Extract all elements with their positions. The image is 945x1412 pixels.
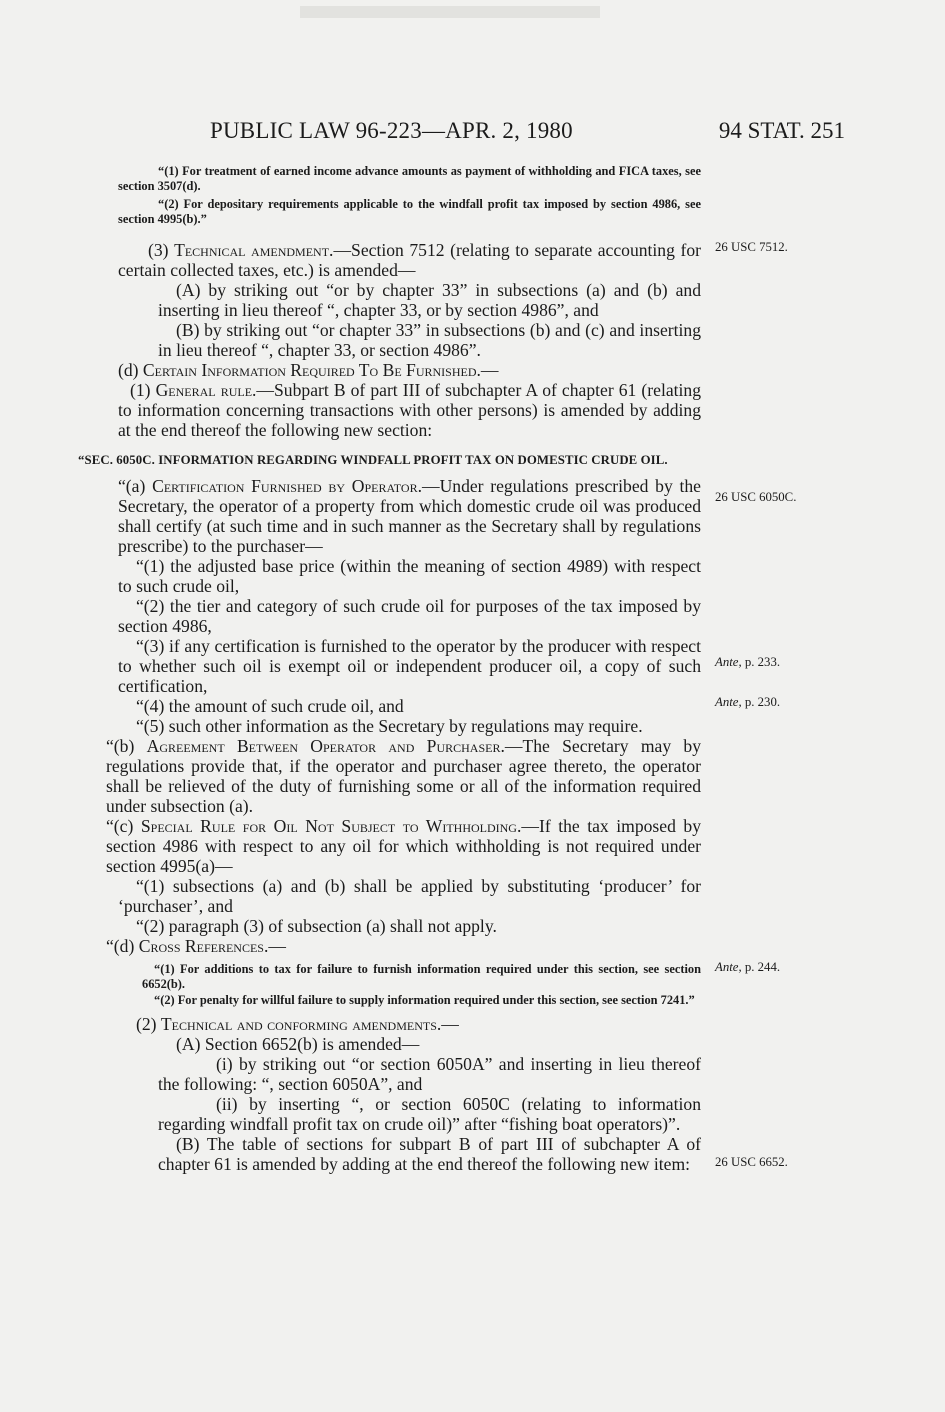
cert-item-3: “(3) if any certification is furnished to the operator by the producer with respect to whether such oil is exempt oil or independent producer oil, a copy of such certification, <box>118 636 701 696</box>
subsection-d-cross: “(d) Cross References.— <box>106 936 286 956</box>
cross-ref-1: “(1) For additions to tax for failure to furnish information required under this section, see section 6652(b). <box>142 962 701 991</box>
conforming-heading: (2) Technical and conforming amendments.— <box>136 1013 459 1034</box>
conforming-a: (A) Section 6652(b) is amended— <box>176 1033 420 1054</box>
cert-item-1: “(1) the adjusted base price (within the meaning of section 4989) with respect to such crude oil, <box>118 556 701 596</box>
special-item-1: “(1) subsections (a) and (b) shall be applied by substituting ‘producer’ for ‘purchaser’, and <box>118 876 701 916</box>
cross-ref-2: “(2) For penalty for willful failure to supply information required under this section, see section 7241.” <box>154 993 695 1007</box>
d-num: (d) <box>118 360 139 380</box>
agreement-head: Agreement Between Operator and Purchaser <box>146 736 501 756</box>
cert-item-2: “(2) the tier and category of such crude oil for purposes of the tax imposed by section 4986, <box>118 596 701 636</box>
margin-note-ante-233: Ante, p. 233. <box>715 655 781 669</box>
subsection-a: “(a) Certification Furnished by Operator.—Under regulations prescribed by the Secretary, the operator of a property from which domestic crude oil was produced shall certify (at such time and in such manner as the Secretary shall by regulations prescribe) to the purchaser— <box>118 476 701 556</box>
conforming-a-i: (i) by striking out “or section 6050A” and inserting in lieu thereof the following: “, section 6050A”, and <box>158 1053 701 1094</box>
tech-head: Technical amendment <box>174 240 330 260</box>
cert-head: Certification Furnished by Operator <box>152 476 418 496</box>
conforming-a-ii: (ii) by inserting “, or section 6050C (relating to information regarding windfall profit tax on crude oil)” after “fishing boat operators)”. <box>158 1093 701 1134</box>
general-rule: (1) General rule.—Subpart B of part III of subchapter A of chapter 61 (relating to information concerning transactions with other persons) is amended by adding at the end thereof the following new section: <box>118 380 702 440</box>
gr-head: General rule <box>155 380 253 400</box>
technical-amendment <box>118 240 701 280</box>
tech-item-b: (B) by striking out “or chapter 33” in subsections (b) and (c) and inserting in lieu thereof “, chapter 33, or section 4986”. <box>158 320 701 360</box>
cert-item-4: “(4) the amount of such crude oil, and <box>136 696 404 716</box>
subsection-b: “(b) Agreement Between Operator and Purchaser.—The Secretary may by regulations provide that, if the operator and purchaser agree thereto, the operator shall be relieved of the duty of furnishing some or all of the information required under subsection (a). <box>106 736 701 816</box>
d-title: Certain Information Required To Be Furnished <box>142 360 477 380</box>
cross-head: Cross References <box>138 936 264 956</box>
subsection-d-heading: (d) Certain Information Required To Be Furnished.— <box>118 360 499 380</box>
conforming-b: (B) The table of sections for subpart B of part III of subchapter A of chapter 61 is amended by adding at the end thereof the following new item: <box>158 1133 701 1174</box>
gr-num: (1) <box>130 380 151 400</box>
cert-item-5: “(5) such other information as the Secretary by regulations may require. <box>136 716 643 736</box>
special-head: Special Rule for Oil Not Subject to Withholding <box>140 816 517 836</box>
top-ref-1: “(1) For treatment of earned income advance amounts as payment of withholding and FICA taxes, see section 3507(d). <box>118 164 701 193</box>
conforming-head: Technical and conforming amendments <box>160 1013 437 1034</box>
tech-item-a: (A) by striking out “or by chapter 33” in subsections (a) and (b) and inserting in lieu thereof “, chapter 33, or by section 4986”, and <box>158 280 701 320</box>
margin-note-ante-230: Ante, p. 230. <box>715 695 781 709</box>
margin-note-7512: 26 USC 7512. <box>715 240 788 254</box>
document-body <box>78 164 702 1174</box>
special-item-2: “(2) paragraph (3) of subsection (a) shall not apply. <box>136 916 497 936</box>
statute-page-number: 94 STAT. 251 <box>718 118 845 143</box>
section-heading-6050c: “SEC. 6050C. INFORMATION REGARDING WINDFALL PROFIT TAX ON DOMESTIC CRUDE OIL. <box>78 453 668 467</box>
top-ref-2: “(2) For depositary requirements applicable to the windfall profit tax imposed by section 4986, see section 4995(b).” <box>118 197 701 226</box>
page-header <box>0 118 945 148</box>
tech-text: .—Section 7512 (relating to separate accounting for certain collected taxes, etc.) is amended— <box>118 240 701 280</box>
margin-note-6050c: 26 USC 6050C. <box>715 490 797 504</box>
subsection-c: “(c) Special Rule for Oil Not Subject to Withholding.—If the tax imposed by section 4986 with respect to any oil for which withholding is not required under section 4995(a)— <box>106 816 701 876</box>
margin-note-6652: 26 USC 6652. <box>715 1155 788 1169</box>
margin-note-ante-244: Ante, p. 244. <box>715 960 781 974</box>
page-title: PUBLIC LAW 96-223—APR. 2, 1980 <box>210 118 573 143</box>
tech-num: (3) <box>148 240 169 260</box>
bleed-through-texture <box>300 6 600 18</box>
